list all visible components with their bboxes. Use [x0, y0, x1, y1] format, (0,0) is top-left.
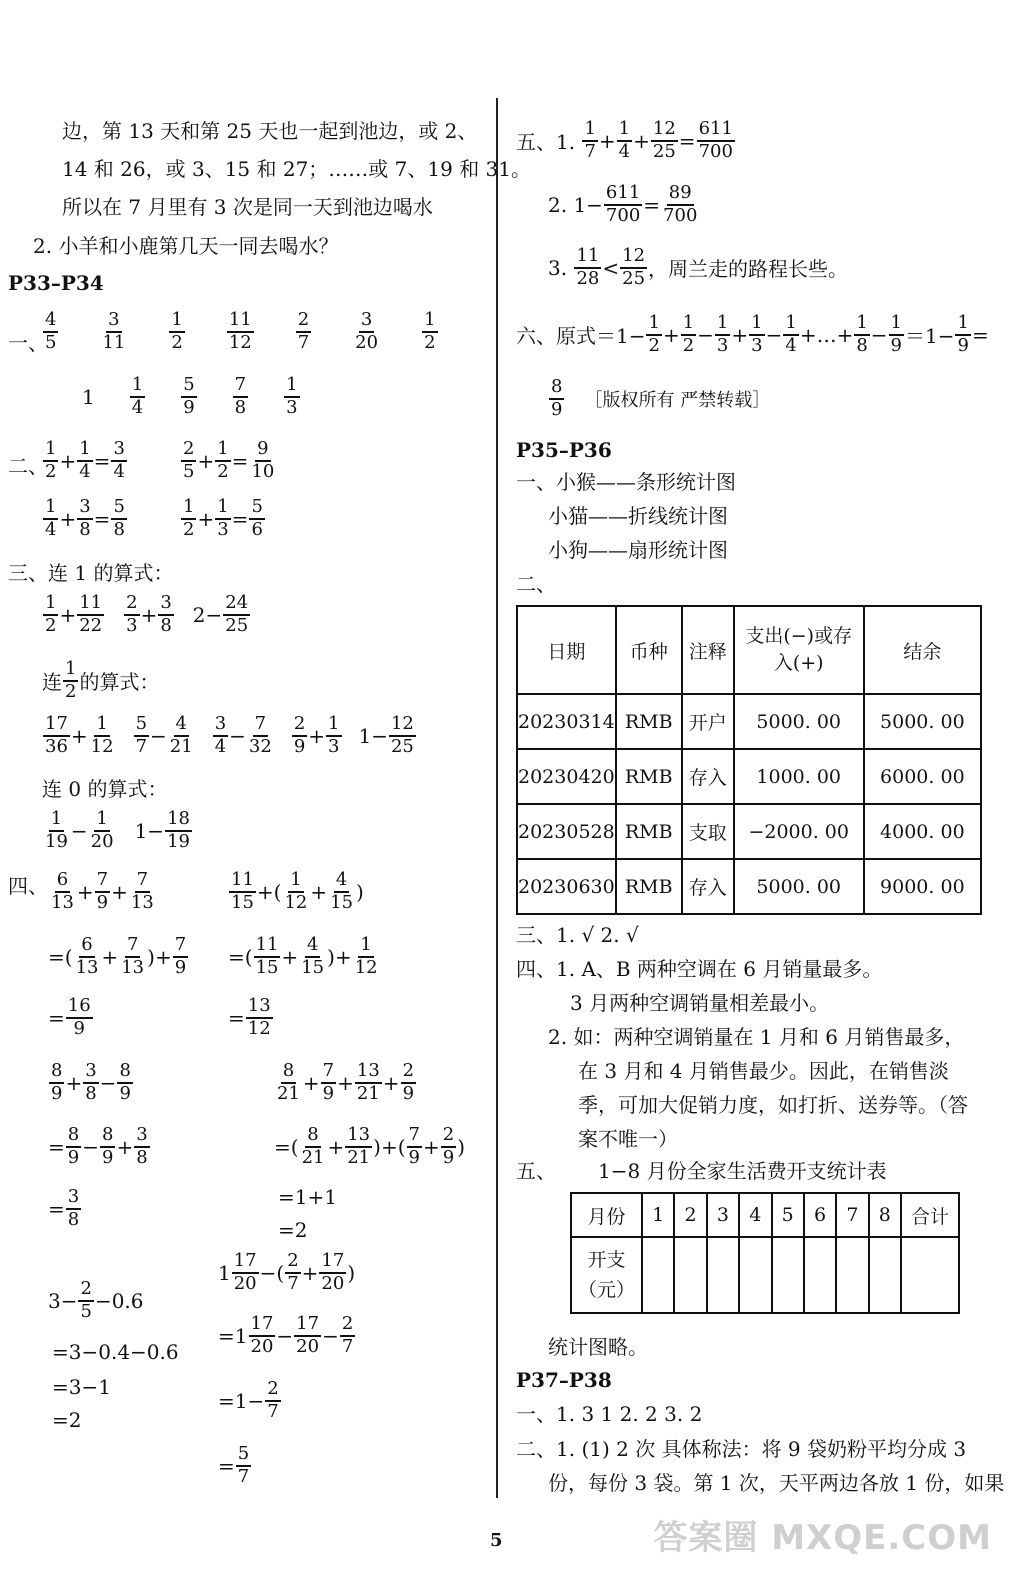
- equation: =1+1: [278, 1185, 337, 1209]
- table-cell: 20230528: [517, 804, 616, 859]
- label: 二、: [516, 572, 556, 596]
- table-cell: 20230630: [517, 859, 616, 914]
- table-cell: 1000. 00: [734, 749, 864, 804]
- text-line: 四、1. A、B 两种空调在 6 月销量最多。: [516, 957, 883, 981]
- equation: 8 21 + 7 9 + 13 21 + 2 9: [277, 1060, 415, 1104]
- table-cell: [836, 1237, 868, 1313]
- equation: 3. 11 28 < 12 25 ，周兰走的路程长些。: [548, 245, 849, 289]
- text-line: 案不唯一）: [578, 1127, 678, 1151]
- text-line: 2. 小羊和小鹿第几天一同去喝水？: [33, 234, 339, 258]
- equation: =1− 2 7: [218, 1378, 279, 1422]
- table-header: 3: [707, 1193, 739, 1237]
- value: 1−: [134, 818, 165, 843]
- equation: =2: [278, 1218, 308, 1242]
- table-row: [571, 1237, 959, 1313]
- table-cell: RMB: [616, 694, 682, 749]
- equation: 8 9 + 3 8 − 8 9: [51, 1060, 131, 1104]
- equation: =( 11 15 + 4 15 )+ 1 12: [228, 934, 378, 978]
- table-header-row: [571, 1193, 959, 1237]
- table-header: 支出(−)或存入(+): [734, 606, 864, 694]
- value: 1: [218, 1260, 231, 1285]
- table-cell: [901, 1237, 959, 1313]
- section-heading: P35–P36: [516, 438, 612, 462]
- table-header: 日期: [517, 606, 616, 694]
- value: 2−: [192, 602, 223, 627]
- equation: = 16 9: [48, 995, 91, 1039]
- equation: 1 2 + 1 4 = 3 4: [45, 438, 125, 482]
- text-line: 一、小猴——条形统计图: [516, 470, 736, 494]
- copyright-note: ［版权所有 严禁转载］: [584, 389, 771, 411]
- column-divider: [496, 98, 498, 1498]
- table-cell: 6000. 00: [864, 749, 981, 804]
- page-number: 5: [490, 1530, 503, 1551]
- table-header: 4: [739, 1193, 771, 1237]
- table-cell: 5000. 00: [864, 694, 981, 749]
- table-header: 合计: [901, 1193, 959, 1237]
- table-cell: RMB: [616, 859, 682, 914]
- table-cell: RMB: [616, 804, 682, 859]
- text-line: 小狗——扇形统计图: [548, 538, 728, 562]
- equation: =3−0.4−0.6: [52, 1340, 179, 1364]
- equation: 8 9 ［版权所有 严禁转载］: [551, 376, 771, 420]
- text-line: 份，每份 3 袋。第 1 次，天平两边各放 1 份，如果: [548, 1471, 1005, 1495]
- equation: 1 2 + 1 3 = 5 6: [183, 496, 263, 540]
- table-cell: [772, 1237, 804, 1313]
- text-line: 三、1. √ 2. √: [516, 923, 639, 947]
- label: 连 0 的算式：: [42, 777, 168, 801]
- label: 一、: [8, 331, 48, 355]
- equation-row: 17 36 + 1 12 5 7 − 4 21 3 4 − 7 32 2 9 + 1 3 1− $\frac{12}{25}$: [45, 713, 414, 757]
- label: 3.: [548, 255, 568, 280]
- table-row: [517, 859, 981, 914]
- table-header: 5: [772, 1193, 804, 1237]
- table-header: 8: [869, 1193, 901, 1237]
- table-cell: 存入: [682, 859, 734, 914]
- text-line: 小猫——折线统计图: [548, 504, 728, 528]
- value: 1−: [358, 723, 388, 748]
- table-header: 2: [674, 1193, 706, 1237]
- label-row: 连 1 2 的算式：: [42, 658, 160, 702]
- table-cell: RMB: [616, 749, 682, 804]
- table-row: [517, 804, 981, 859]
- watermark-logo: 答案圈 MXQE.COM: [653, 1518, 992, 1558]
- equation: 1 17 20 −( 2 7 + 17 20 ): [218, 1250, 356, 1294]
- equation: =2: [52, 1408, 82, 1432]
- equation: 2. 1− $\frac{611}{700}$ = 89 700: [548, 182, 698, 226]
- fraction-row: 1 1 4 5 9 7 8 1 3: [82, 374, 298, 418]
- section-heading: P37–P38: [516, 1368, 612, 1392]
- equation: 11 15 +( 1 12 + 4 15 ): [231, 869, 364, 913]
- equation: = 3 8: [48, 1186, 80, 1230]
- label: 五、1.: [516, 130, 576, 155]
- table-cell: 20230314: [517, 694, 616, 749]
- section-heading: P33–P34: [8, 271, 104, 295]
- table-cell: [642, 1237, 674, 1313]
- text-line: 季，可加大促销力度，如打折、送券等。（答: [578, 1093, 968, 1117]
- equation-row: 1 2 + 11 22 2 3 + 3 8 2− $\frac{24}{25}$: [45, 592, 249, 636]
- table-cell: [804, 1237, 836, 1313]
- fraction-row: 4 5 3 11 1 2 11 12 2 7 3 20 1 2: [45, 309, 436, 353]
- value: −0.6: [94, 1288, 144, 1313]
- equation: 六、原式＝1− $\frac{1}{2}$ + 1 2 − 1 3 + 1 3 − 1 4 +…+ 1 8 − 1 9 ＝1− $\frac{1}{9}$ =: [516, 312, 989, 356]
- ledger-table: [516, 605, 982, 915]
- table-row: [517, 749, 981, 804]
- table-header: 注释: [682, 606, 734, 694]
- table-header-row: [517, 606, 981, 694]
- label: 二、: [8, 454, 48, 478]
- text-line: 2. 如：两种空调销量在 1 月和 6 月销售最多，: [548, 1025, 965, 1049]
- table-title: 1−8 月份全家生活费开支统计表: [598, 1159, 887, 1183]
- table-cell: [674, 1237, 706, 1313]
- expense-table: [570, 1192, 960, 1314]
- table-cell: 开支（元）: [571, 1237, 642, 1313]
- table-header: 1: [642, 1193, 674, 1237]
- label: 的算式：: [79, 670, 160, 695]
- text: ＝1−: [905, 324, 955, 349]
- equation: 6 13 + 7 9 + 7 13: [51, 869, 154, 913]
- equation: 1 4 + 3 8 = 5 8: [45, 496, 125, 540]
- text-line: 所以在 7 月里有 3 次是同一天到池边喝水: [62, 195, 433, 219]
- equation: =3−1: [52, 1375, 111, 1399]
- text: ，周兰走的路程长些。: [648, 257, 849, 282]
- table-cell: 4000. 00: [864, 804, 981, 859]
- table-cell: 5000. 00: [734, 694, 864, 749]
- label: 连: [42, 670, 62, 695]
- label: 五、: [516, 1159, 556, 1183]
- table-cell: 支取: [682, 804, 734, 859]
- equation: 3− $\frac{2}{5}$ −0.6: [48, 1278, 144, 1322]
- table-row: [517, 694, 981, 749]
- label: 四、: [8, 874, 48, 898]
- table-cell: 5000. 00: [734, 859, 864, 914]
- text-line: 3 月两种空调销量相差最小。: [570, 991, 830, 1015]
- value: 1: [82, 384, 95, 409]
- label: 三、连 1 的算式：: [8, 561, 174, 585]
- table-header: 币种: [616, 606, 682, 694]
- table-header: 结余: [864, 606, 981, 694]
- table-cell: 开户: [682, 694, 734, 749]
- equation: = 1 17 20 − 17 20 − 2 7: [218, 1313, 354, 1357]
- table-header: 6: [804, 1193, 836, 1237]
- table-cell: −2000. 00: [734, 804, 864, 859]
- equation: =( 6 13 + 7 13 )+ 7 9: [48, 934, 187, 978]
- label: 2. 1−: [548, 192, 603, 217]
- table-cell: [869, 1237, 901, 1313]
- table-header: 月份: [571, 1193, 642, 1237]
- text-line: 一、1. 3 1 2. 2 3. 2: [516, 1402, 703, 1426]
- table-cell: 20230420: [517, 749, 616, 804]
- value: 1: [234, 1323, 248, 1348]
- equation: 2 5 + 1 2 = 9 10: [183, 438, 275, 482]
- table-header: 7: [836, 1193, 868, 1237]
- equation: = 13 12: [228, 995, 271, 1039]
- text-line: 在 3 月和 4 月销售最少。因此，在销售淡: [578, 1059, 949, 1083]
- label: 六、原式＝1−: [516, 324, 646, 349]
- text-line: 14 和 26，或 3、15 和 27；……或 7、19 和 31。: [62, 157, 532, 181]
- equation: =( 8 21 + 13 21 )+( 7 9 + 2 9 ): [274, 1124, 465, 1168]
- equation: = 8 9 − 8 9 + 3 8: [48, 1124, 148, 1168]
- equation-row: 1 19 − 1 20 1− $\frac{18}{19}$: [45, 808, 190, 852]
- value: 3−: [48, 1288, 78, 1313]
- equation: 五、1. 1 7 + 1 4 + 12 25 = 611 700: [516, 118, 733, 162]
- text-line: 二、1. (1) 2 次 具体称法：将 9 袋奶粉平均分成 3: [516, 1437, 967, 1461]
- table-cell: 9000. 00: [864, 859, 981, 914]
- table-cell: [707, 1237, 739, 1313]
- equation: = 5 7: [218, 1443, 250, 1487]
- text-line: 统计图略。: [548, 1335, 648, 1359]
- table-cell: [739, 1237, 771, 1313]
- text-line: 边，第 13 天和第 25 天也一起到池边，或 2、: [62, 119, 478, 143]
- table-cell: 存入: [682, 749, 734, 804]
